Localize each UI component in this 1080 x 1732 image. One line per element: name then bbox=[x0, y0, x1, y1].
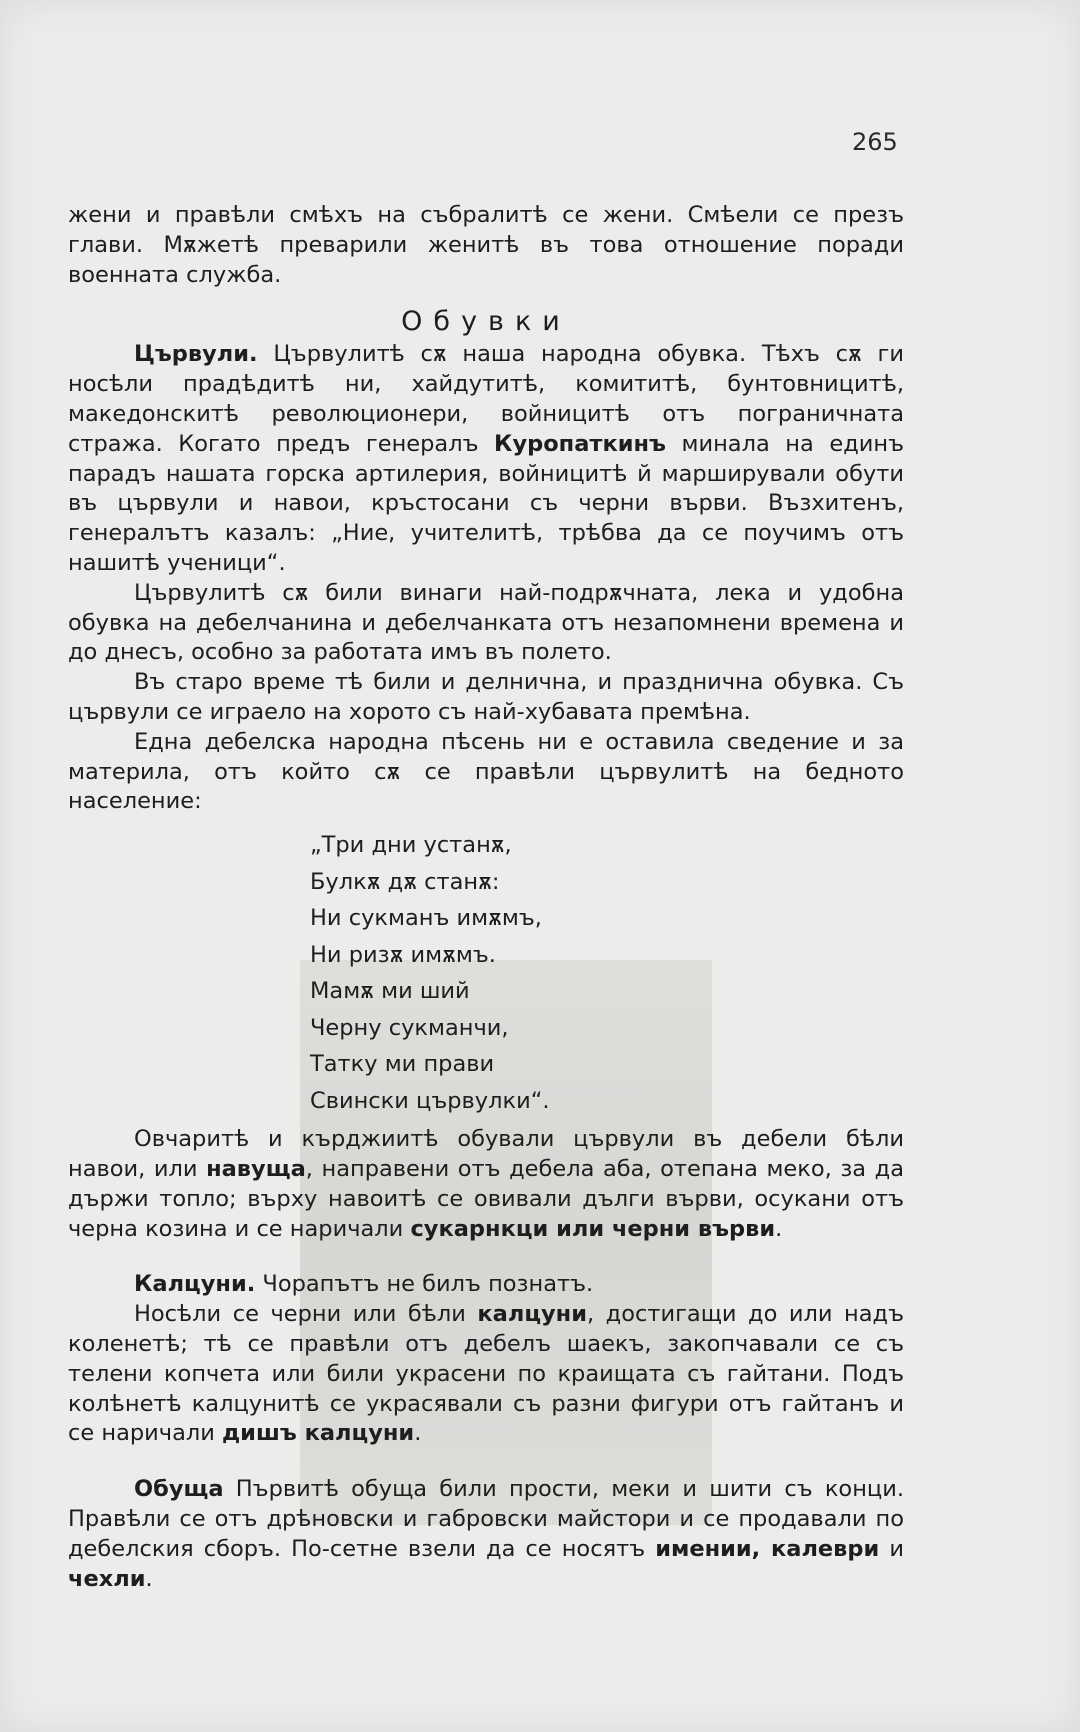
term-tsarvuli: Цървули. bbox=[134, 341, 258, 368]
paragraph-kaltsuni bbox=[68, 1270, 904, 1300]
paragraph-text: , достигащи до или надъ коленетѣ; тѣ се правѣли отъ дебелъ шаекъ, закопчавали се съ телени копчета или били украсени по краищата съ гайтани. Подъ колѣнетѣ калцунитѣ се украсявали съ разни фигури отъ гайтанъ и се наричали bbox=[68, 1301, 905, 1447]
poem-line: Свински цървулки“. bbox=[310, 1087, 550, 1114]
paragraph-tsarvuli bbox=[68, 340, 904, 578]
intro-paragraph: жени и правѣли смѣхъ на събралитѣ се жени. Смѣели се презъ глави. Мѫжетѣ преварили женитѣ въ това отношение поради военната служба. bbox=[68, 202, 904, 288]
folk-song-poem bbox=[310, 827, 904, 1119]
paragraph-2: Цървулитѣ сѫ били винаги най-подрѫчната, лека и удобна обувка на дебелчанина и дебелчанката отъ незапомнени времена и до днесъ, особно за работата имъ въ полето. bbox=[68, 579, 904, 666]
term-navushta: навуща bbox=[206, 1155, 306, 1182]
paragraph-text: Първитѣ обуща били прости, меки и шити съ конци. Правѣли се отъ дрѣновски и габровски майстори и се продавали по дебелския сборъ. По-сетне взели да се носятъ bbox=[68, 1476, 904, 1562]
paragraph-4: Една дебелска народна пѣсень ни е оставила сведение и за материла, отъ който сѫ се правѣли цървулитѣ на бедното население: bbox=[68, 728, 904, 815]
paragraph-obushta bbox=[68, 1475, 904, 1594]
paragraph-text: Цървулитѣ сѫ наша народна обувка. Тѣхъ сѫ ги носѣли прадѣдитѣ ни, хайдутитѣ, комититѣ, бунтовницитѣ, македонскитѣ революционери, войницитѣ отъ пограничната стража. Когато предъ генералъ bbox=[68, 341, 904, 457]
paragraph-3: Въ старо време тѣ били и делнична, и празднична обувка. Съ цървули се играело на хорото съ най-хубавата премѣна. bbox=[68, 669, 904, 725]
name-kuropatkin: Куропаткинъ bbox=[494, 430, 666, 457]
term-obushta: Обуща bbox=[134, 1476, 224, 1503]
poem-line: „Три дни устанѫ, bbox=[310, 832, 512, 859]
paragraph-text: Носѣли се черни или бѣли bbox=[134, 1301, 478, 1328]
spacer bbox=[68, 1449, 904, 1475]
paragraph-text: . bbox=[414, 1420, 422, 1447]
page-text bbox=[68, 201, 904, 1594]
spacer bbox=[68, 1244, 904, 1270]
poem-line: Мамѫ ми ший bbox=[310, 978, 470, 1005]
poem-line: Ни сукманъ имѫмъ, bbox=[310, 905, 542, 932]
term-dish-kaltsuni: дишъ калцуни bbox=[222, 1420, 415, 1447]
section-heading: Обувки bbox=[401, 306, 571, 338]
poem-line: Булкѫ дѫ станѫ: bbox=[310, 868, 500, 895]
paragraph-text: , направени отъ дебела аба, отепана меко, за да държи топло; върху навоитѣ се овивали дълги върви, осукани отъ черна козина и се наричали bbox=[68, 1155, 904, 1242]
term-kaltsuni: Калцуни. bbox=[134, 1271, 256, 1298]
term-chehli: чехли bbox=[68, 1565, 146, 1592]
paragraph-text: и bbox=[879, 1535, 904, 1562]
term-kaltsuni-bold: калцуни bbox=[477, 1301, 587, 1328]
poem-line: Ни ризѫ имѫмъ. bbox=[310, 941, 496, 968]
term-sukarnkci: сукарнкци или черни върви bbox=[410, 1215, 776, 1242]
paragraph-text: минала на единъ парадъ нашата горска артилерия, войницитѣ й марширували обути въ цървули и навои, кръстосани съ черни върви. Възхитенъ, генералътъ казалъ: „Ние, учителитѣ, трѣбва да се поучимъ отъ нашитѣ ученици“. bbox=[68, 430, 904, 576]
poem-line: Татку ми прави bbox=[310, 1051, 495, 1078]
term-imenii-kalevri: имении, калеври bbox=[655, 1535, 880, 1562]
poem-line: Черну сукманчи, bbox=[310, 1014, 509, 1041]
paragraph-text: Овчаритѣ и кърджиитѣ обували цървули въ дебели бѣли навои, или bbox=[68, 1126, 904, 1182]
paragraph-text: . bbox=[775, 1215, 783, 1242]
paragraph-text: . bbox=[145, 1565, 153, 1592]
paragraph-5 bbox=[68, 1125, 904, 1244]
paragraph-text: Чорапътъ не билъ познатъ. bbox=[255, 1271, 594, 1298]
page-number: 265 bbox=[852, 128, 898, 156]
paragraph-7 bbox=[68, 1300, 904, 1449]
